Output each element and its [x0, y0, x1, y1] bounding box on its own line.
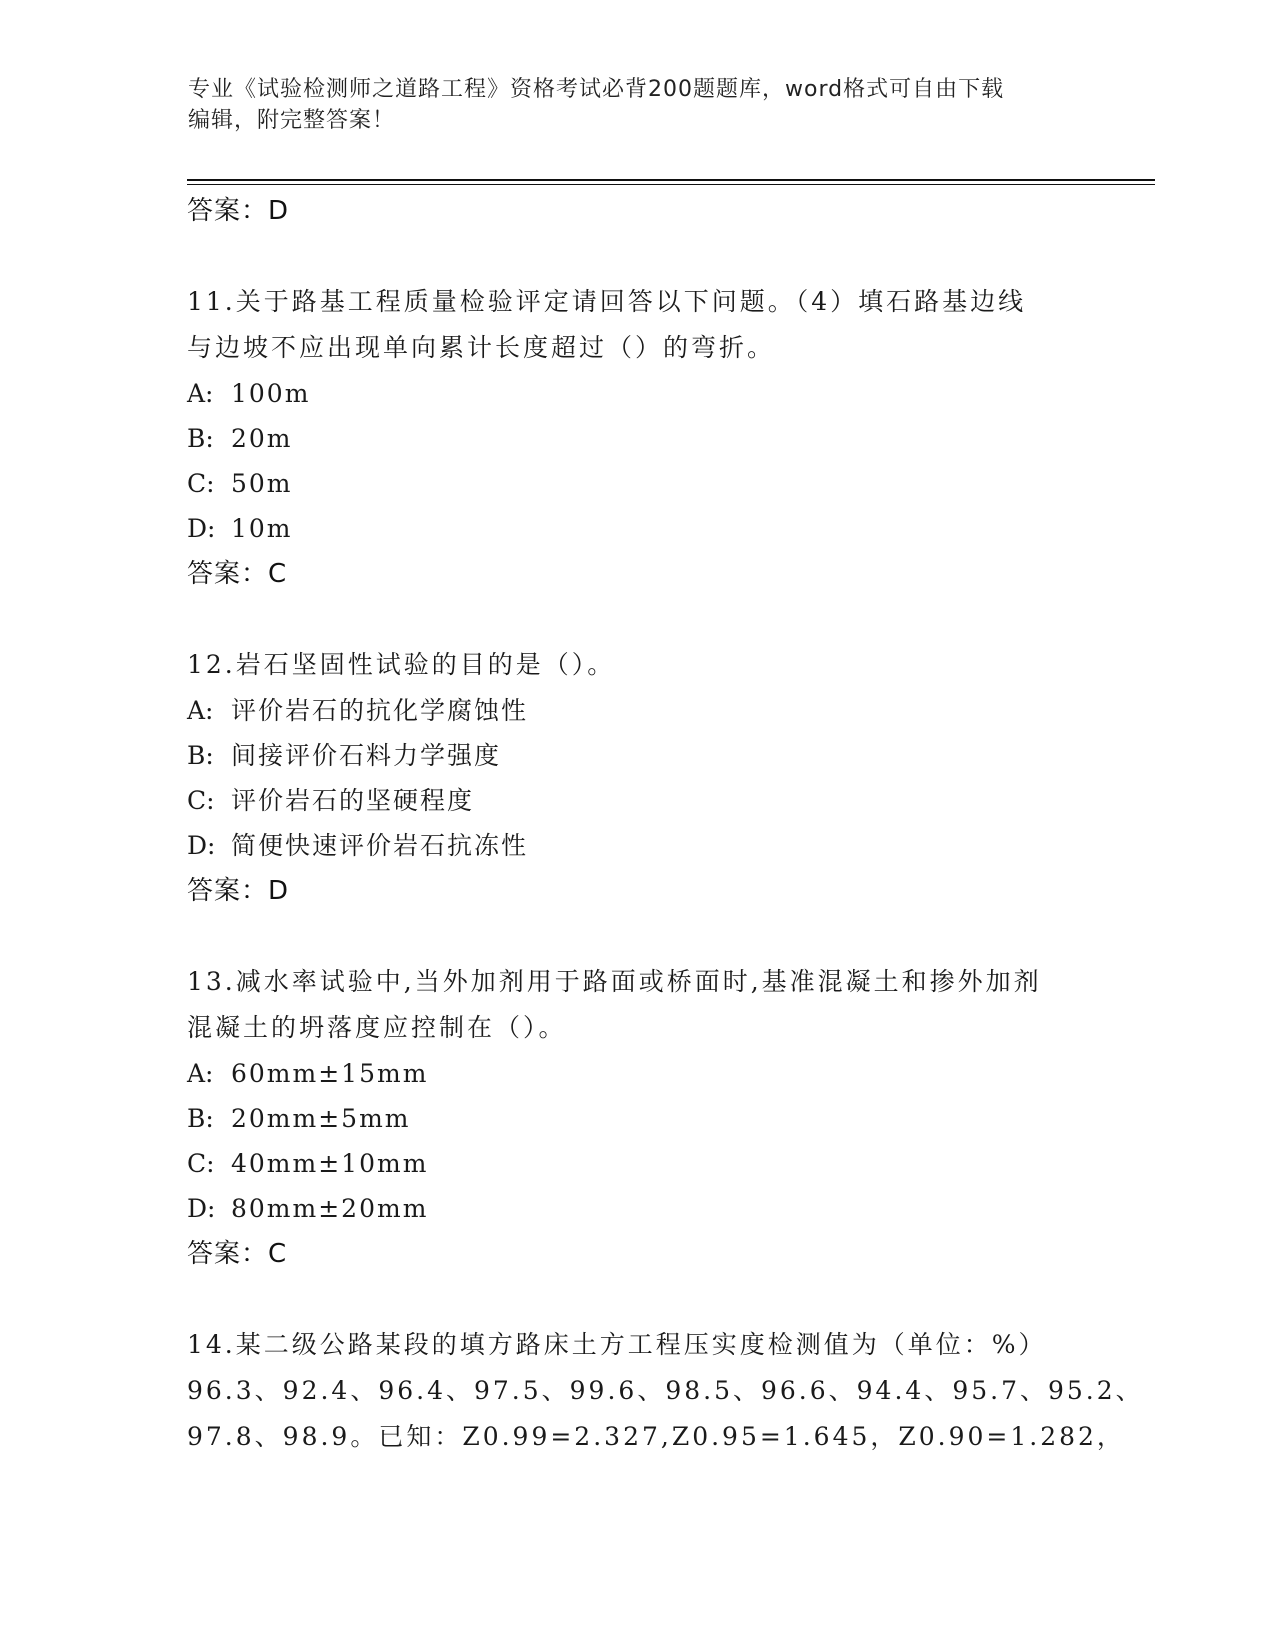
question-text-line: 与边坡不应出现单向累计长度超过（）的弯折。 [187, 333, 776, 362]
option-key: D: [187, 514, 216, 543]
question-14 [187, 1322, 1144, 1460]
question-text-line: 96.3、92.4、96.4、97.5、99.6、98.5、96.6、94.4、95.7、95.2、 [187, 1376, 1144, 1405]
option-text: 60mm±15mm [231, 1059, 429, 1088]
option-text: 20m [231, 424, 293, 453]
question-text-line: 混凝土的坍落度应控制在（）。 [187, 1013, 567, 1042]
answer-label: 答案： [187, 1239, 269, 1269]
option-text: 80mm±20mm [231, 1194, 429, 1223]
option-key: B: [187, 1104, 214, 1133]
option-a [187, 371, 1087, 416]
option-key: C: [187, 1149, 215, 1178]
option-a [187, 1051, 1087, 1096]
option-key: B: [187, 424, 214, 453]
option-key: A: [187, 379, 214, 408]
option-text: 间接评价石料力学强度 [231, 741, 502, 770]
option-d [187, 1186, 1087, 1231]
header-line-2: 编辑，附完整答案！ [188, 108, 396, 133]
answer-label: 答案： [187, 196, 269, 226]
question-12 [187, 642, 1087, 914]
answer-value: D [268, 196, 290, 226]
question-text-line: 97.8、98.9。已知：Z0.99=2.327,Z0.95=1.645，Z0.90=1.282， [187, 1422, 1125, 1451]
header-divider-thin [187, 184, 1155, 185]
option-text: 20mm±5mm [231, 1104, 411, 1133]
answer-label: 答案： [187, 559, 269, 589]
option-text: 100m [231, 379, 311, 408]
option-text: 10m [231, 514, 293, 543]
option-c [187, 1141, 1087, 1186]
option-a [187, 688, 1087, 733]
option-key: A: [187, 696, 214, 725]
question-text-line: 12.岩石坚固性试验的目的是（）。 [187, 650, 616, 679]
answer-value: D [268, 876, 290, 906]
question-text-line: 11.关于路基工程质量检验评定请回答以下问题。（4）填石路基边线 [187, 287, 1027, 316]
question-content [187, 188, 1144, 1460]
option-text: 评价岩石的坚硬程度 [231, 786, 475, 815]
option-c [187, 778, 1087, 823]
answer-line-prev [187, 188, 1087, 234]
option-key: A: [187, 1059, 214, 1088]
answer-line [187, 551, 1087, 597]
answer-label: 答案： [187, 876, 269, 906]
answer-value: C [268, 1239, 288, 1269]
option-text: 简便快速评价岩石抗冻性 [231, 831, 529, 860]
answer-value: C [268, 559, 288, 589]
question-text-line: 14.某二级公路某段的填方路床土方工程压实度检测值为（单位：%） [187, 1330, 1047, 1359]
page-header [188, 74, 1068, 136]
option-b [187, 1096, 1087, 1141]
option-key: C: [187, 469, 215, 498]
option-key: C: [187, 786, 215, 815]
option-d [187, 506, 1087, 551]
answer-line [187, 868, 1087, 914]
option-c [187, 461, 1087, 506]
option-text: 评价岩石的抗化学腐蚀性 [231, 696, 529, 725]
option-b [187, 733, 1087, 778]
option-d [187, 823, 1087, 868]
option-key: D: [187, 831, 216, 860]
header-divider-thick [187, 179, 1155, 181]
question-text-line: 13.减水率试验中,当外加剂用于路面或桥面时,基准混凝土和掺外加剂 [187, 967, 1042, 996]
option-text: 50m [231, 469, 293, 498]
option-b [187, 416, 1087, 461]
answer-line [187, 1231, 1087, 1277]
option-key: D: [187, 1194, 216, 1223]
option-text: 40mm±10mm [231, 1149, 429, 1178]
option-key: B: [187, 741, 214, 770]
question-11 [187, 279, 1087, 597]
question-13 [187, 959, 1087, 1277]
header-line-1: 专业《试验检测师之道路工程》资格考试必背200题题库，word格式可自由下载 [188, 77, 1005, 102]
